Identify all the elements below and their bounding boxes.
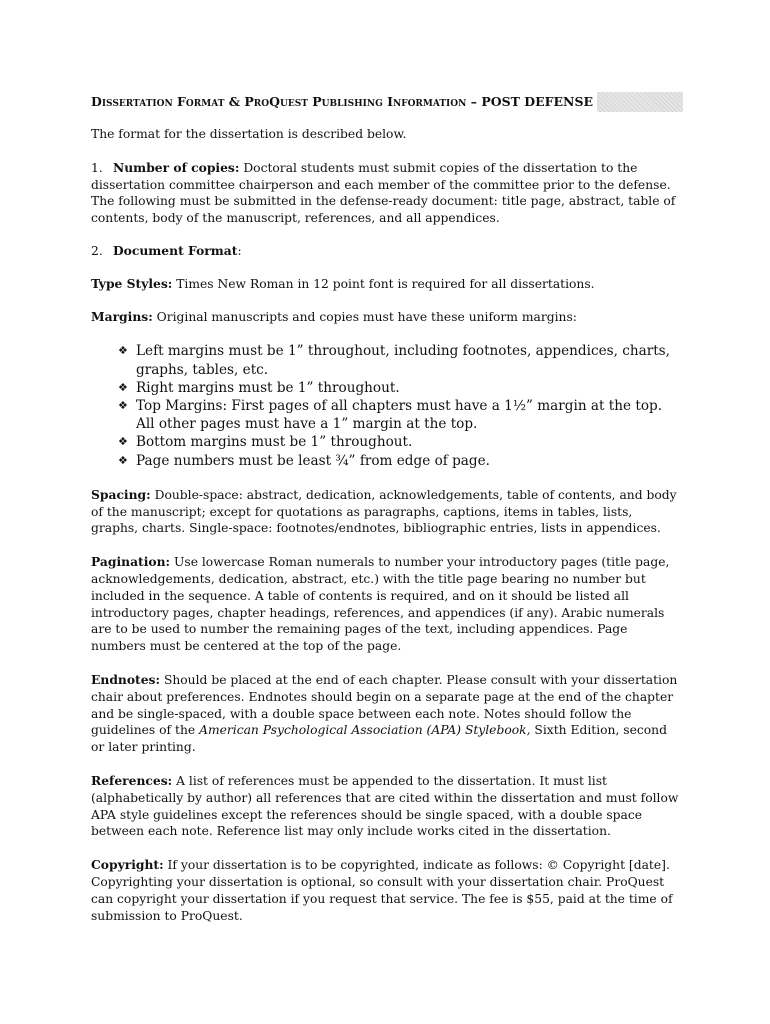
diamond-bullet-icon: ❖ (118, 435, 128, 449)
spacing-paragraph (91, 487, 683, 537)
document-format-label: Document Format (113, 242, 238, 258)
pagination-paragraph (91, 554, 683, 655)
list-item-text: Left margins must be 1” throughout, including footnotes, appendices, charts, graphs, tables, etc. (136, 343, 670, 378)
apa-stylebook-title: American Psychological Association (APA) Stylebook, (199, 723, 531, 738)
margins-paragraph (91, 309, 683, 326)
type-styles-label: Type Styles: (91, 275, 173, 291)
list-item (118, 342, 683, 378)
list-item (118, 452, 683, 470)
number-of-copies-paragraph (91, 160, 683, 227)
list-item-text: Bottom margins must be 1” throughout. (136, 434, 413, 451)
list-item (118, 379, 683, 397)
heading-title: Dissertation Format & ProQuest Publishing Information (91, 94, 467, 109)
pagination-text: Use lowercase Roman numerals to number your introductory pages (title page, acknowledgements, dedication, abstract, etc.) with the title page bearing no number but included in the sequence. A table of contents is required, and on it should be listed all introductory pages, chapter headings, references, and appendices (if any). Arabic numerals are to be used to number the remaining pages of the text, including appendices. Page numbers must be centered at the top of the page. (91, 555, 670, 654)
endnotes-text: Should be placed at the end of each chapter. Please consult with your dissertation chair about preferences. Endnotes should begin on a separate page at the end of the chapter and be single-spaced, with a double space between each note. Notes should follow the guidelines of the (91, 672, 678, 738)
endnotes-edition-text: Sixth Edition, second or later printing. (91, 723, 667, 755)
spacing-text: Double-space: abstract, dedication, acknowledgements, table of contents, and body of the manuscript; except for quotations as paragraphs, captions, items in tables, lists, graphs, charts. Single-space: footnotes/endnotes, bibliographic entries, lists in appendices. (91, 487, 677, 536)
document-format-text: : (237, 243, 242, 258)
references-label: References: (91, 772, 173, 788)
margins-text: Original manuscripts and copies must have these uniform margins: (152, 309, 577, 324)
margin-rules-list (91, 342, 683, 469)
number-of-copies-label: Number of copies: (113, 159, 240, 175)
number-of-copies-text: Doctoral students must submit copies of the dissertation to the dissertation committee chairperson and each member of the committee prior to the defense. The following must be submitted in the defense-ready document: title page, abstract, table of contents, body of the manuscript, references, and all appendices. (91, 160, 676, 226)
heading-subtitle: POST DEFENSE (481, 94, 594, 109)
copyright-paragraph (91, 857, 683, 924)
list-item-text: Right margins must be 1” throughout. (136, 379, 400, 396)
pagination-label: Pagination: (91, 554, 171, 570)
list-item (118, 433, 683, 451)
copyright-text: If your dissertation is to be copyrighted, indicate as follows: © Copyright [date]. Copyrighting your dissertation is optional, so consult with your dissertation chair. ProQuest can copyright your dissertation if you request that service. The fee is $55, paid at the time of submission to ProQuest. (91, 858, 673, 923)
section-heading-bar (91, 92, 683, 112)
spacing-label: Spacing: (91, 486, 151, 502)
list-item (118, 397, 683, 433)
list-item-text: Page numbers must be least ¾” from edge of page. (136, 452, 490, 469)
endnotes-paragraph (91, 672, 683, 756)
section-heading (91, 92, 597, 112)
diamond-bullet-icon: ❖ (118, 398, 128, 412)
intro-paragraph: The format for the dissertation is described below. (91, 127, 407, 141)
document-page (91, 92, 683, 924)
copyright-label: Copyright: (91, 857, 164, 873)
endnotes-label: Endnotes: (91, 671, 161, 687)
diamond-bullet-icon: ❖ (118, 380, 128, 394)
list-number: 2. (91, 243, 103, 258)
document-format-paragraph (91, 243, 683, 260)
type-styles-paragraph (91, 276, 683, 293)
list-item-text: Top Margins: First pages of all chapters must have a 1½” margin at the top. All other pages must have a 1” margin at the top. (136, 397, 663, 433)
type-styles-text: Times New Roman in 12 point font is required for all dissertations. (172, 276, 595, 291)
margins-label: Margins: (91, 308, 153, 324)
diamond-bullet-icon: ❖ (118, 344, 128, 358)
references-text: A list of references must be appended to the dissertation. It must list (alphabetically by author) all references that are cited within the dissertation and must follow APA style guidelines except the references should be single spaced, with a double space between each note. Reference list may only include works cited in the dissertation. (91, 773, 679, 839)
references-paragraph (91, 773, 683, 840)
heading-separator: – (466, 94, 482, 109)
list-number: 1. (91, 160, 103, 175)
diamond-bullet-icon: ❖ (118, 453, 128, 467)
